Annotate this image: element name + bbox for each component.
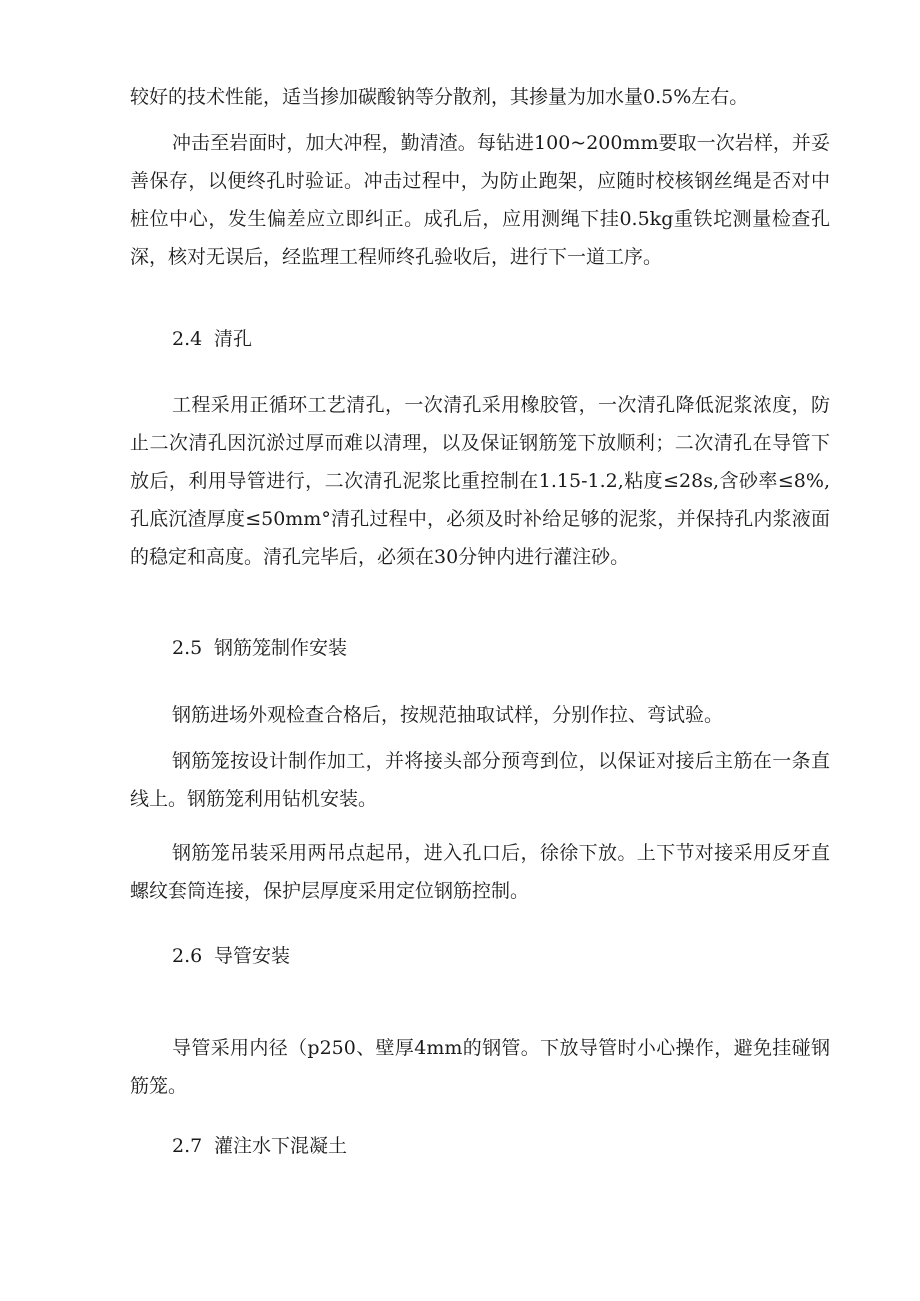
paragraph-tremie-installation: 导管采用内径（p250、壁厚4mm的钢管。下放导管时小心操作，避免挂碰钢筋笼。: [130, 1037, 830, 1097]
heading-number: 2.5: [172, 637, 203, 659]
heading-title: 清孔: [214, 328, 253, 350]
paragraph-impact-drilling: 冲击至岩面时，加大冲程，勤清渣。每钻进100~200mm要取一次岩样，并妥善保存，以便终孔时验证。冲击过程中，为防止跑架，应随时校核钢丝绳是否对中桩位中心，发生偏差应立即纠正。成孔后，应用测绳下挂0.5kg重铁坨测量检查孔深，核对无误后，经监理工程师终孔验收后，进行下一道工序。: [130, 132, 830, 268]
heading-number: 2.4: [172, 328, 203, 350]
paragraph-rebar-lifting: 钢筋笼吊装采用两吊点起吊，进入孔口后，徐徐下放。上下节对接采用反牙直螺纹套筒连接，保护层厚度采用定位钢筋控制。: [130, 842, 830, 902]
paragraph-dispersant: 较好的技术性能，适当掺加碳酸钠等分散剂，其掺量为加水量0.5%左右。: [130, 86, 749, 108]
heading-2-5: [172, 636, 347, 660]
paragraph-rebar-fabrication: 钢筋笼按设计制作加工，并将接头部分预弯到位，以保证对接后主筋在一条直线上。钢筋笼利用钻机安装。: [130, 750, 830, 810]
heading-number: 2.7: [172, 1135, 203, 1157]
paragraph-rebar-inspection: 钢筋进场外观检查合格后，按规范抽取试样，分别作拉、弯试验。: [172, 704, 724, 726]
heading-number: 2.6: [172, 945, 203, 967]
heading-title: 导管安装: [214, 945, 291, 967]
heading-title: 灌注水下混凝土: [214, 1135, 348, 1157]
heading-2-7: [172, 1134, 347, 1158]
heading-2-4: [172, 327, 252, 351]
heading-2-6: [172, 944, 290, 968]
heading-title: 钢筋笼制作安装: [214, 637, 348, 659]
paragraph-hole-cleaning: 工程采用正循环工艺清孔，一次清孔采用橡胶管，一次清孔降低泥浆浓度，防止二次清孔因沉淤过厚而难以清理，以及保证钢筋笼下放顺利；二次清孔在导管下放后，利用导管进行，二次清孔泥浆比重控制在1.15-1.2,粘度≤28s,含砂率≤8%,孔底沉渣厚度≤50mm°清孔过程中，必须及时补给足够的泥浆，并保持孔内浆液面的稳定和高度。清孔完毕后，必须在30分钟内进行灌注砂。: [130, 394, 830, 568]
